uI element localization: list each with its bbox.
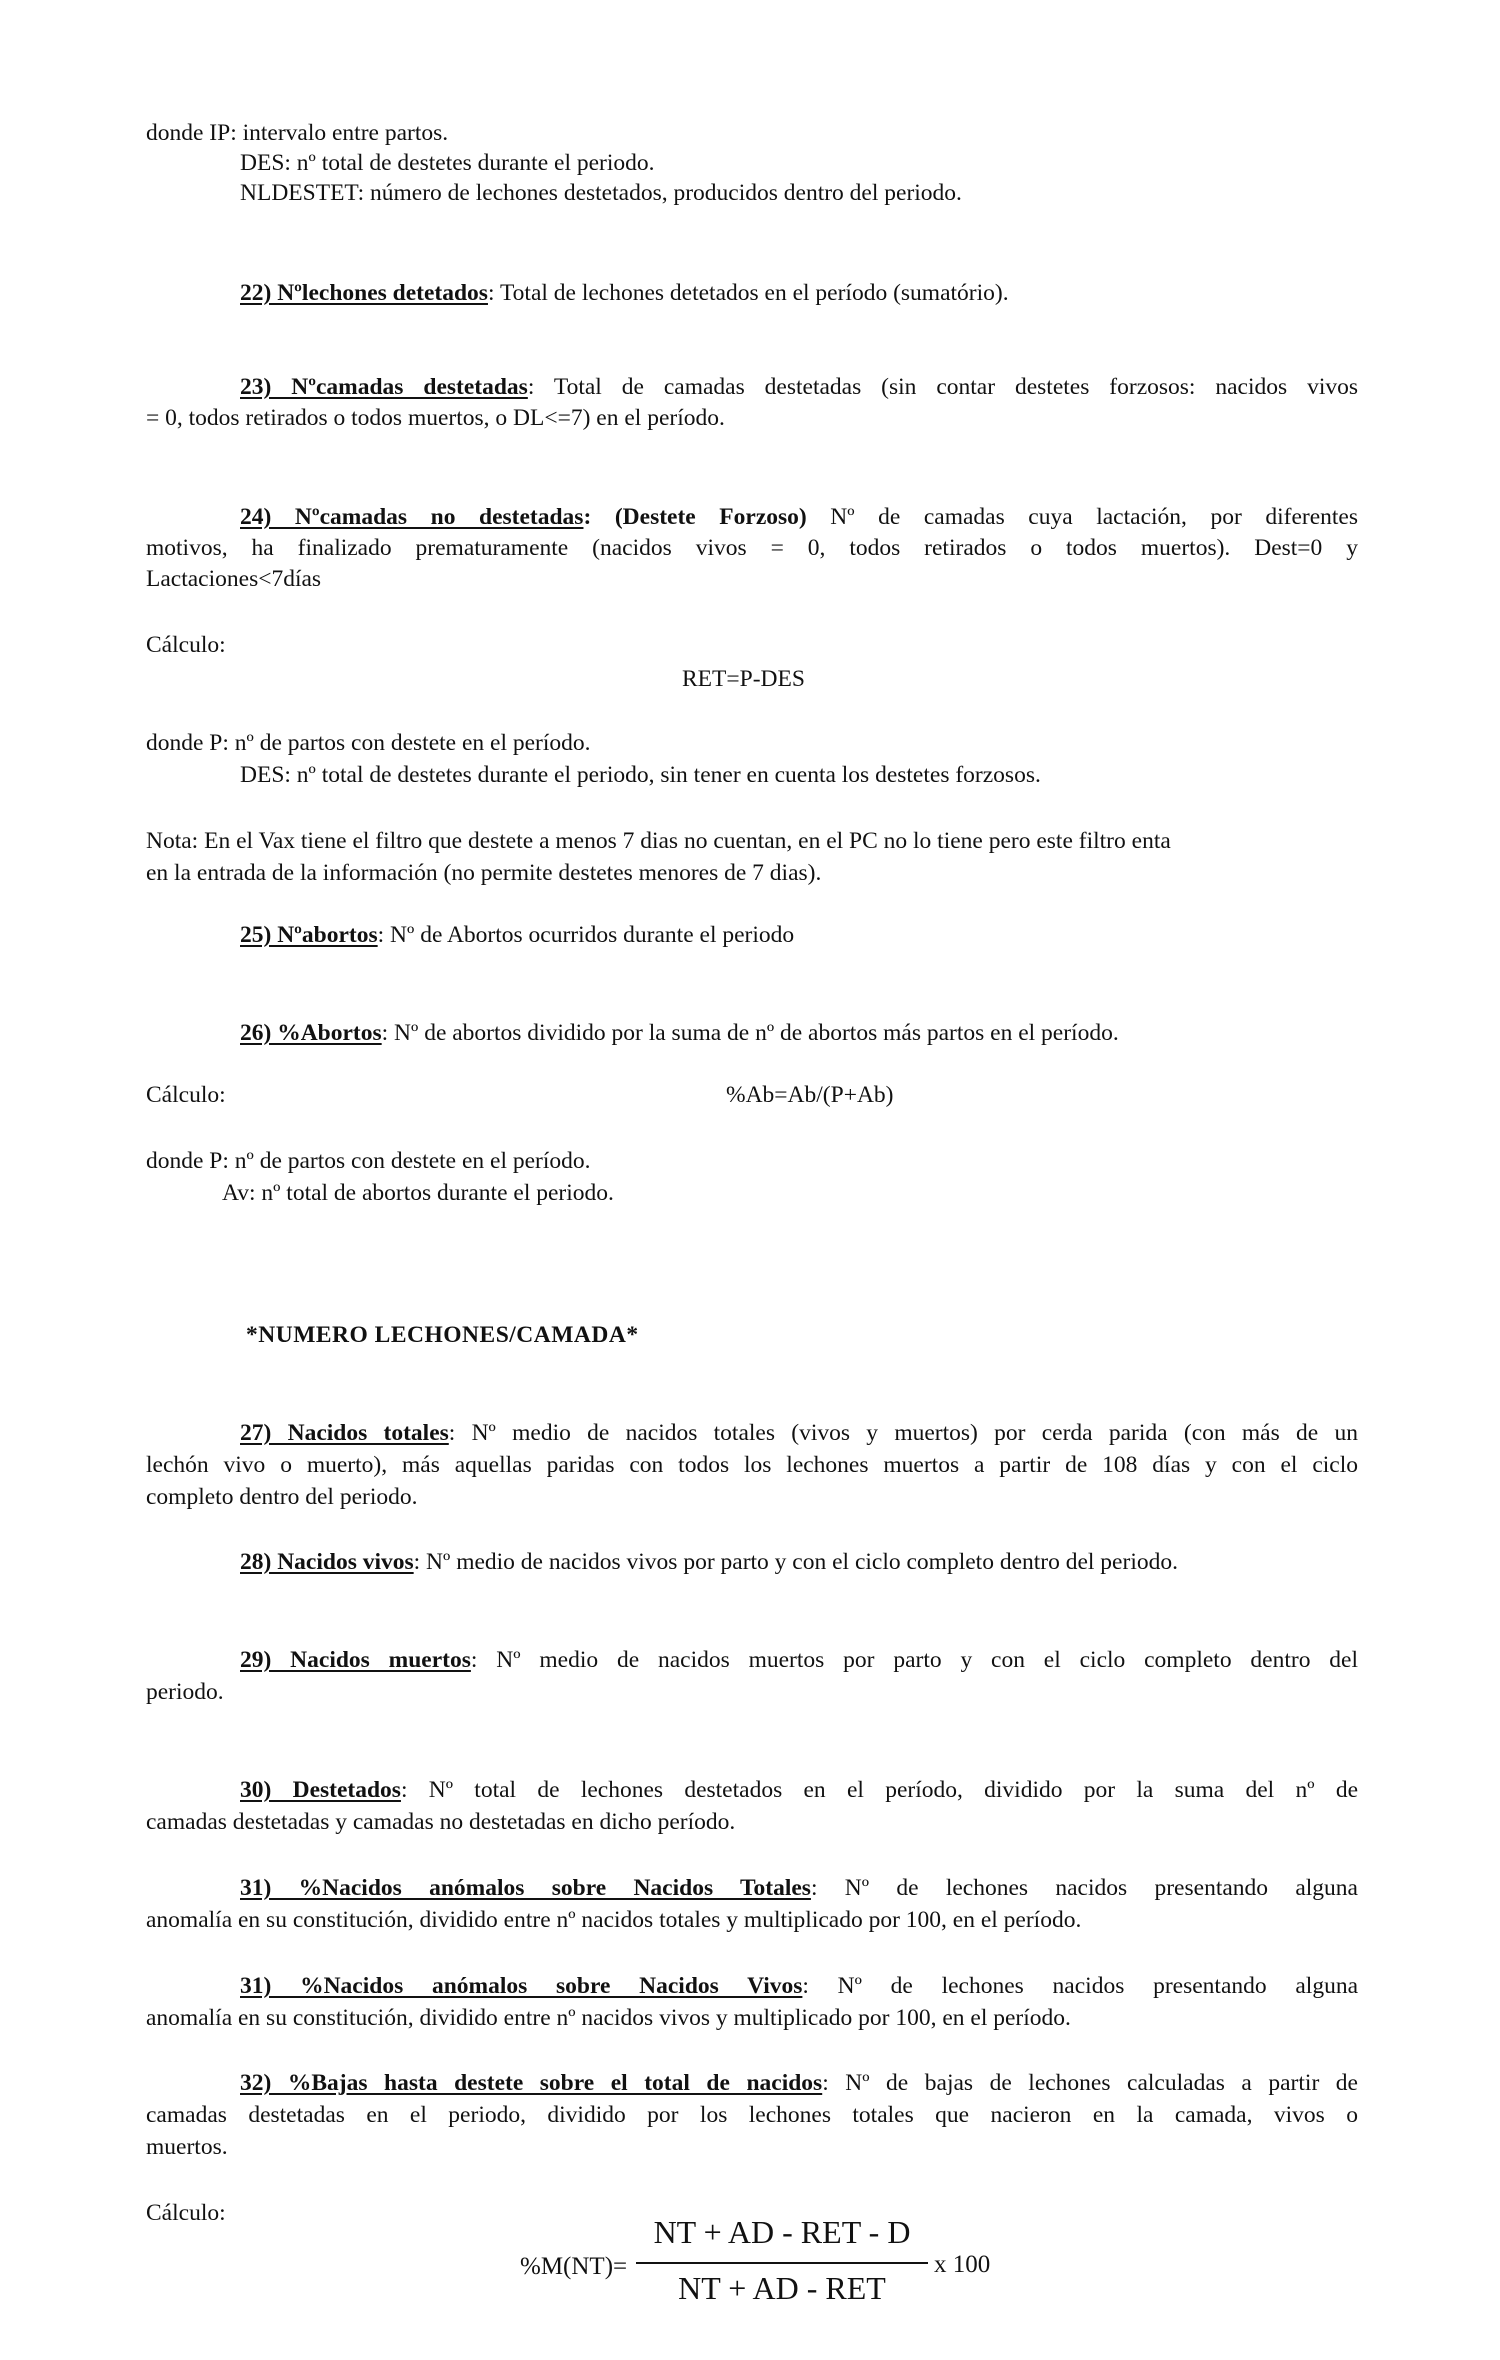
calc-1-label: Cálculo: — [146, 632, 226, 658]
item-31b-line-2: anomalía en su constitución, dividido entre nº nacidos vivos y multiplicado por 100, en el período. — [146, 2005, 1071, 2031]
item-26: 26) %Abortos: Nº de abortos dividido por la suma de nº de abortos más partos en el período. — [240, 1020, 1119, 1046]
item-27-line-2: lechón vivo o muerto), más aquellas paridas con todos los lechones muertos a partir de 108 días y con el ciclo — [146, 1452, 1358, 1478]
item-30-line-2: camadas destetadas y camadas no destetadas en dicho período. — [146, 1809, 736, 1835]
item-27-line-3: completo dentro del periodo. — [146, 1484, 418, 1510]
item-31b-title: 31) %Nacidos anómalos sobre Nacidos Vivos — [240, 1973, 803, 1999]
calc-1-formula: RET=P-DES — [682, 666, 805, 692]
item-24-line-3: Lactaciones<7días — [146, 566, 322, 592]
item-31a-title: 31) %Nacidos anómalos sobre Nacidos Totales — [240, 1875, 811, 1901]
where-ip-line: donde IP: intervalo entre partos. — [146, 120, 449, 146]
item-23-title: 23) Nºcamadas destetadas — [240, 374, 528, 400]
calc-3-label: Cálculo: — [146, 2200, 226, 2226]
item-31b-line-1: 31) %Nacidos anómalos sobre Nacidos Vivos: Nº de lechones nacidos presentando alguna — [240, 1973, 1359, 1999]
item-27-title: 27) Nacidos totales — [240, 1420, 449, 1446]
calc-3-denominator: NT + AD - RET — [678, 2270, 886, 2306]
where-p-line: donde P: nº de partos con destete en el período. — [146, 730, 591, 756]
item-31a-line-2: anomalía en su constitución, dividido entre nº nacidos totales y multiplicado por 100, en el período. — [146, 1907, 1082, 1933]
calc-3-factor: x 100 — [934, 2251, 991, 2278]
calc-3-fraction-bar — [636, 2262, 928, 2264]
item-24-title: 24) Nºcamadas no destetadas — [240, 504, 584, 530]
item-32-title: 32) %Bajas hasta destete sobre el total de nacidos — [240, 2070, 823, 2096]
where-des-line: DES: nº total de destetes durante el periodo. — [240, 150, 655, 176]
item-22-text: : Total de lechones detetados en el período (sumatório). — [487, 280, 1009, 306]
item-23-line-1: 23) Nºcamadas destetadas: Total de camadas destetadas (sin contar destetes forzosos: nacidos vivos — [240, 374, 1359, 400]
item-23-line-2: = 0, todos retirados o todos muertos, o DL<=7) en el período. — [146, 405, 725, 431]
item-22 — [240, 278, 1009, 308]
note-line-2: en la entrada de la información (no permite destetes menores de 7 dias). — [146, 860, 822, 886]
section-heading: *NUMERO LECHONES/CAMADA* — [246, 1322, 639, 1348]
item-30-title: 30) Destetados — [240, 1777, 401, 1803]
item-25-title: 25) Nºabortos — [240, 922, 378, 948]
note-line-1: Nota: En el Vax tiene el filtro que destete a menos 7 dias no cuentan, en el PC no lo tiene pero este filtro enta — [146, 828, 1171, 854]
calc-3-numerator: NT + AD - RET - D — [653, 2214, 911, 2250]
calc-2-formula: %Ab=Ab/(P+Ab) — [726, 1082, 894, 1108]
where-av-line: Av: nº total de abortos durante el periodo. — [222, 1180, 614, 1206]
calc-3-lhs: %M(NT)= — [520, 2253, 628, 2280]
item-31a-line-1: 31) %Nacidos anómalos sobre Nacidos Totales: Nº de lechones nacidos presentando alguna — [240, 1875, 1358, 1901]
item-27-line-1: 27) Nacidos totales: Nº medio de nacidos totales (vivos y muertos) por cerda parida (con más de un — [240, 1420, 1358, 1446]
item-24-line-1: 24) Nºcamadas no destetadas: (Destete Forzoso) Nº de camadas cuya lactación, por diferentes — [240, 504, 1358, 530]
item-25: 25) Nºabortos: Nº de Abortos ocurridos durante el periodo — [240, 922, 795, 948]
where-des-2-line: DES: nº total de destetes durante el periodo, sin tener en cuenta los destetes forzosos. — [240, 762, 1041, 788]
item-28-title: 28) Nacidos vivos — [240, 1549, 414, 1575]
item-32-line-2: camadas destetadas en el periodo, dividido por los lechones totales que nacieron en la camada, vivos o — [146, 2102, 1358, 2128]
item-32-line-1: 32) %Bajas hasta destete sobre el total de nacidos: Nº de bajas de lechones calculadas a partir de — [240, 2070, 1358, 2096]
where-p-2-line: donde P: nº de partos con destete en el período. — [146, 1148, 591, 1174]
item-24-line-2: motivos, ha finalizado prematuramente (nacidos vivos = 0, todos retirados o todos muertos). Dest=0 y — [146, 535, 1358, 561]
item-32-line-3: muertos. — [146, 2134, 228, 2160]
item-29-title: 29) Nacidos muertos — [240, 1647, 471, 1673]
item-22-title: 22) Nºlechones detetados — [240, 280, 488, 306]
calc-2-label: Cálculo: — [146, 1082, 226, 1108]
item-29-line-1: 29) Nacidos muertos: Nº medio de nacidos muertos por parto y con el ciclo completo dentro del — [240, 1647, 1359, 1673]
where-nldestet-line: NLDESTET: número de lechones destetados, producidos dentro del periodo. — [240, 180, 962, 206]
item-26-title: 26) %Abortos — [240, 1020, 382, 1046]
item-28: 28) Nacidos vivos: Nº medio de nacidos vivos por parto y con el ciclo completo dentro del periodo. — [240, 1549, 1178, 1575]
item-29-line-2: periodo. — [146, 1679, 224, 1705]
item-30-line-1: 30) Destetados: Nº total de lechones destetados en el período, dividido por la suma del nº de — [240, 1777, 1358, 1803]
